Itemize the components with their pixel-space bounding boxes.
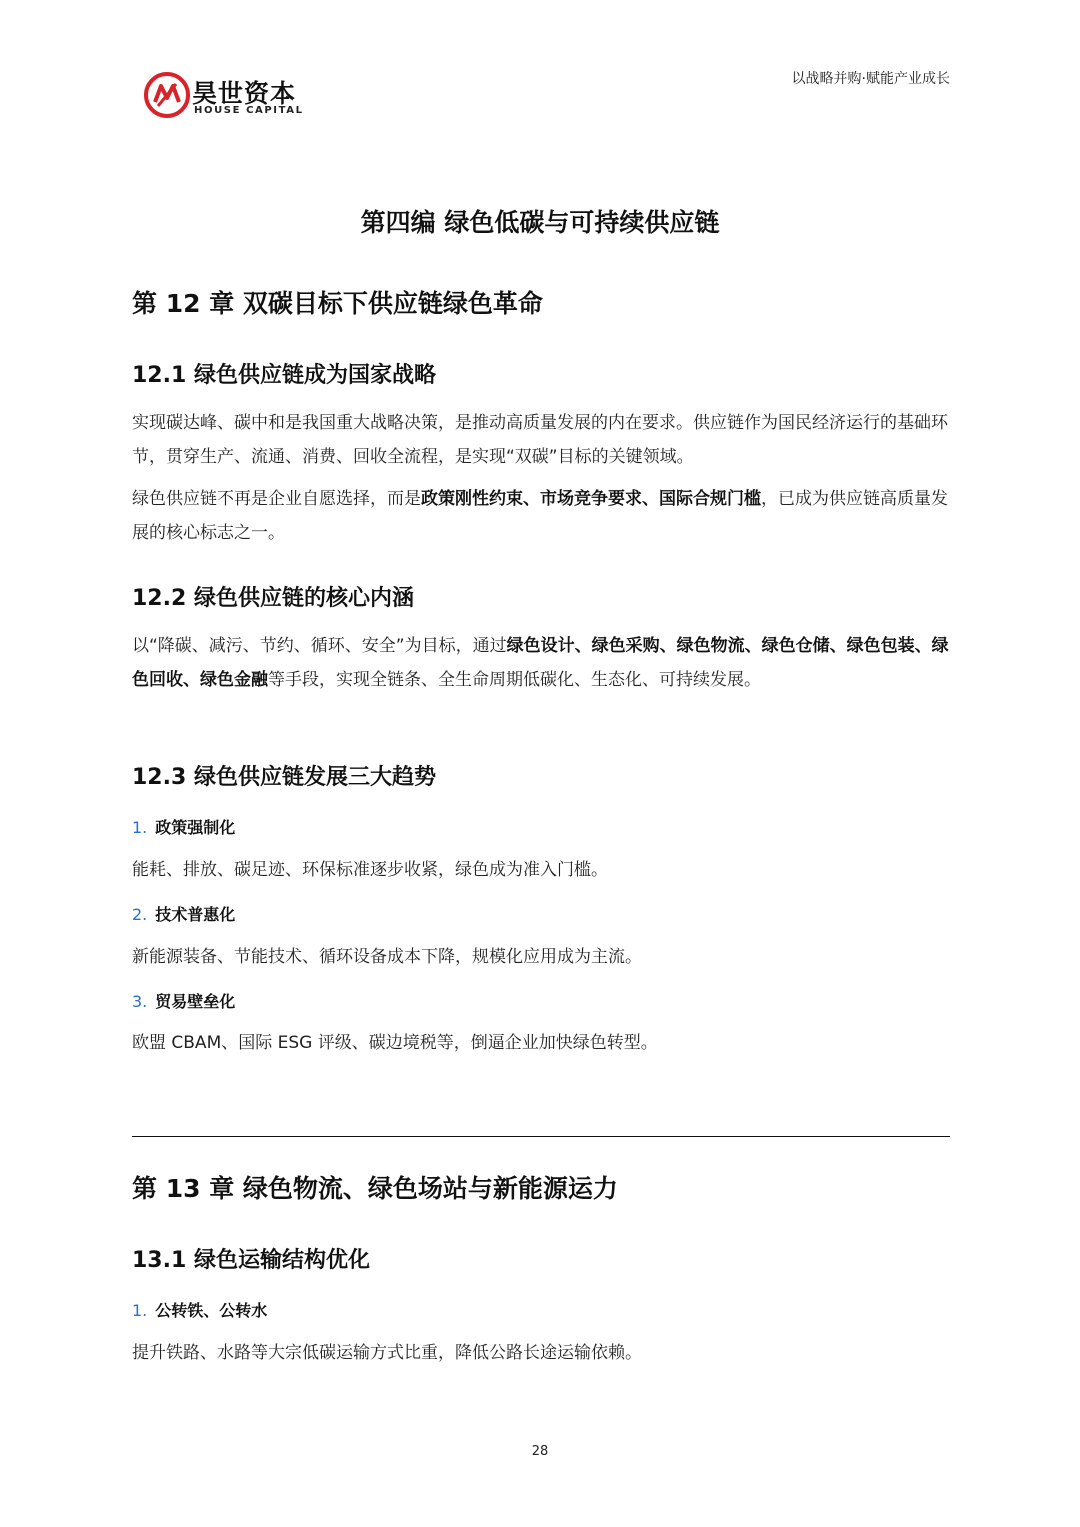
p2-emphasis: 政策刚性约束、市场竞争要求、国际合规门槛 [421,489,761,509]
company-logo [144,72,314,120]
list-label: 贸易壁垒化 [155,992,236,1011]
list-number: 1. [132,1301,148,1320]
part-title: 第四编 绿色低碳与可持续供应链 [360,208,720,237]
header-slogan: 以战略并购·赋能产业成长 [791,71,950,87]
s2-text-a: 以“降碳、减污、节约、循环、安全”为目标，通过 [132,636,507,656]
logo-english-name: HOUSE CAPITAL [194,105,304,116]
section-12-1-title: 12.1 绿色供应链成为国家战略 [132,363,436,388]
trend-item-2 [132,902,235,925]
trend-item-3 [132,989,235,1012]
list-label: 政策强制化 [155,818,236,837]
section-12-2-paragraph [132,629,952,697]
p2-text-c: ，已成为供应链高质量发展的核心标志之一。 [132,489,948,543]
section-12-1-paragraph-2 [132,482,952,550]
chapter-13-title: 第 13 章 绿色物流、绿色场站与新能源运力 [132,1174,618,1203]
logo-chinese-name: 昊世资本 [192,79,297,108]
transport-item-1 [132,1298,267,1321]
section-12-1-paragraph-1: 实现碳达峰、碳中和是我国重大战略决策，是推动高质量发展的内在要求。供应链作为国民经济运行的基础环节，贯穿生产、流通、消费、回收全流程，是实现“双碳”目标的关键领域。 [132,413,948,467]
trend-item-2-desc: 新能源装备、节能技术、循环设备成本下降，规模化应用成为主流。 [132,947,642,967]
page-number: 28 [531,1444,549,1459]
list-label: 公转铁、公转水 [155,1301,268,1320]
list-number: 2. [132,905,148,924]
section-13-1-title: 13.1 绿色运输结构优化 [132,1248,370,1273]
house-capital-logo-icon [144,72,190,118]
section-12-3-title: 12.3 绿色供应链发展三大趋势 [132,765,436,790]
transport-item-1-desc: 提升铁路、水路等大宗低碳运输方式比重，降低公路长途运输依赖。 [132,1343,642,1363]
p2-text-a: 绿色供应链不再是企业自愿选择，而是 [132,489,421,509]
list-number: 3. [132,992,148,1011]
s2-text-c: 等手段，实现全链条、全生命周期低碳化、生态化、可持续发展。 [268,670,761,690]
list-number: 1. [132,818,148,837]
chapter-12-title: 第 12 章 双碳目标下供应链绿色革命 [132,289,543,318]
section-divider [132,1136,950,1137]
s2-emphasis: 绿色设计、绿色采购、绿色物流、绿色仓储、绿色包装、绿色回收、绿色金融 [132,636,949,690]
section-12-2-title: 12.2 绿色供应链的核心内涵 [132,586,414,611]
trend-item-1 [132,815,235,838]
trend-item-3-desc: 欧盟 CBAM、国际 ESG 评级、碳边境税等，倒逼企业加快绿色转型。 [132,1033,658,1053]
list-label: 技术普惠化 [155,905,236,924]
trend-item-1-desc: 能耗、排放、碳足迹、环保标准逐步收紧，绿色成为准入门槛。 [132,860,608,880]
